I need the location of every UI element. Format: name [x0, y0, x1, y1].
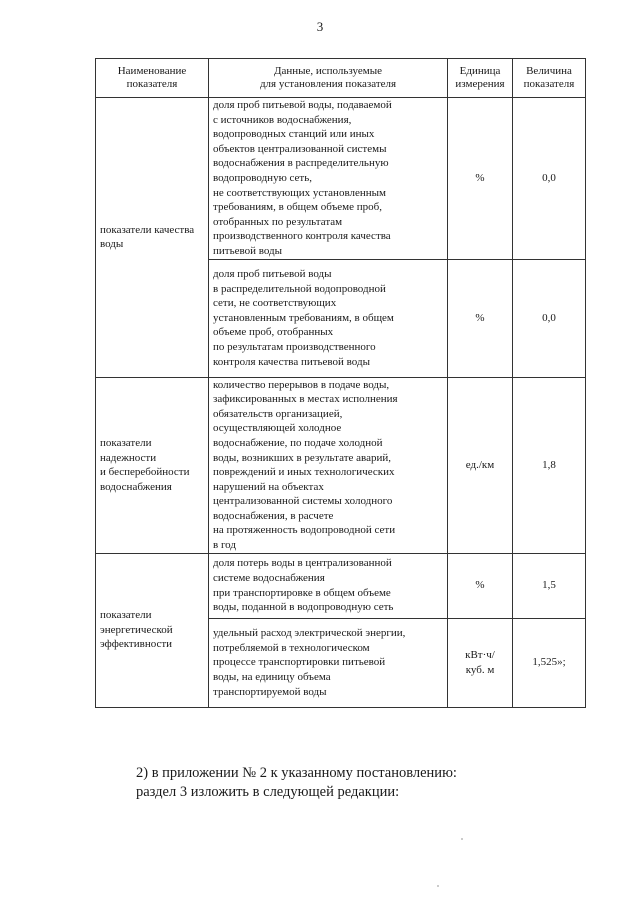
row-unit: %: [448, 259, 513, 377]
group-name-reliability: показатели надежности и бесперебойности водоснабжения: [96, 377, 209, 553]
row-unit: %: [448, 98, 513, 260]
row-value: 0,0: [513, 98, 586, 260]
row-value: 1,8: [513, 377, 586, 553]
amendment-line-1: 2) в приложении № 2 к указанному постановлению:: [136, 765, 457, 781]
table-row: [96, 98, 586, 260]
header-unit: Единица измерения: [448, 59, 513, 98]
group-name-energy-efficiency: показатели энергетической эффективности: [96, 553, 209, 707]
row-data-text: доля проб питьевой воды, подаваемой с источников водоснабжения, водопроводных станций или иных объектов централизованной системы водоснабжения в распределительную водопроводную сеть, не соответствующих установленным требованиям, в общем объеме проб, отобранных по результатам производственного контроля качества питьевой воды: [209, 98, 448, 260]
scan-speck: [437, 885, 439, 887]
amendment-line-2: раздел 3 изложить в следующей редакции:: [136, 784, 400, 800]
amendment-text: [136, 764, 596, 802]
indicators-table: [95, 58, 586, 708]
row-value: 1,5: [513, 553, 586, 618]
group-name-water-quality: показатели качества воды: [96, 98, 209, 378]
row-data-text: удельный расход электрической энергии, потребляемой в технологическом процессе транспортировки питьевой воды, на единицу объема транспортируемой воды: [209, 618, 448, 707]
header-indicator-name: Наименование показателя: [96, 59, 209, 98]
header-value: Величина показателя: [513, 59, 586, 98]
row-data-text: доля проб питьевой воды в распределительной водопроводной сети, не соответствующих установленным требованиям, в общем объеме проб, отобранных по результатам производственного контроля качества питьевой воды: [209, 259, 448, 377]
row-value: 1,525»;: [513, 618, 586, 707]
page-number: 3: [316, 19, 324, 34]
scan-speck: [461, 838, 463, 840]
row-unit: кВт·ч/ куб. м: [448, 618, 513, 707]
header-data-used: Данные, используемые для установления показателя: [209, 59, 448, 98]
row-data-text: доля потерь воды в централизованной системе водоснабжения при транспортировке в общем объеме воды, поданной в водопроводную сеть: [209, 553, 448, 618]
table-row: [96, 553, 586, 618]
row-unit: ед./км: [448, 377, 513, 553]
row-value: 0,0: [513, 259, 586, 377]
table-header-row: [96, 59, 586, 98]
row-unit: %: [448, 553, 513, 618]
row-data-text: количество перерывов в подаче воды, зафиксированных в местах исполнения обязательств организацией, осуществляющей холодное водоснабжение, по подаче холодной воды, возникших в результате аварий, повреждений и иных технологических нарушений на объектах централизованной системы холодного водоснабжения, в расчете на протяженность водопроводной сети в год: [209, 377, 448, 553]
table-row: [96, 377, 586, 553]
